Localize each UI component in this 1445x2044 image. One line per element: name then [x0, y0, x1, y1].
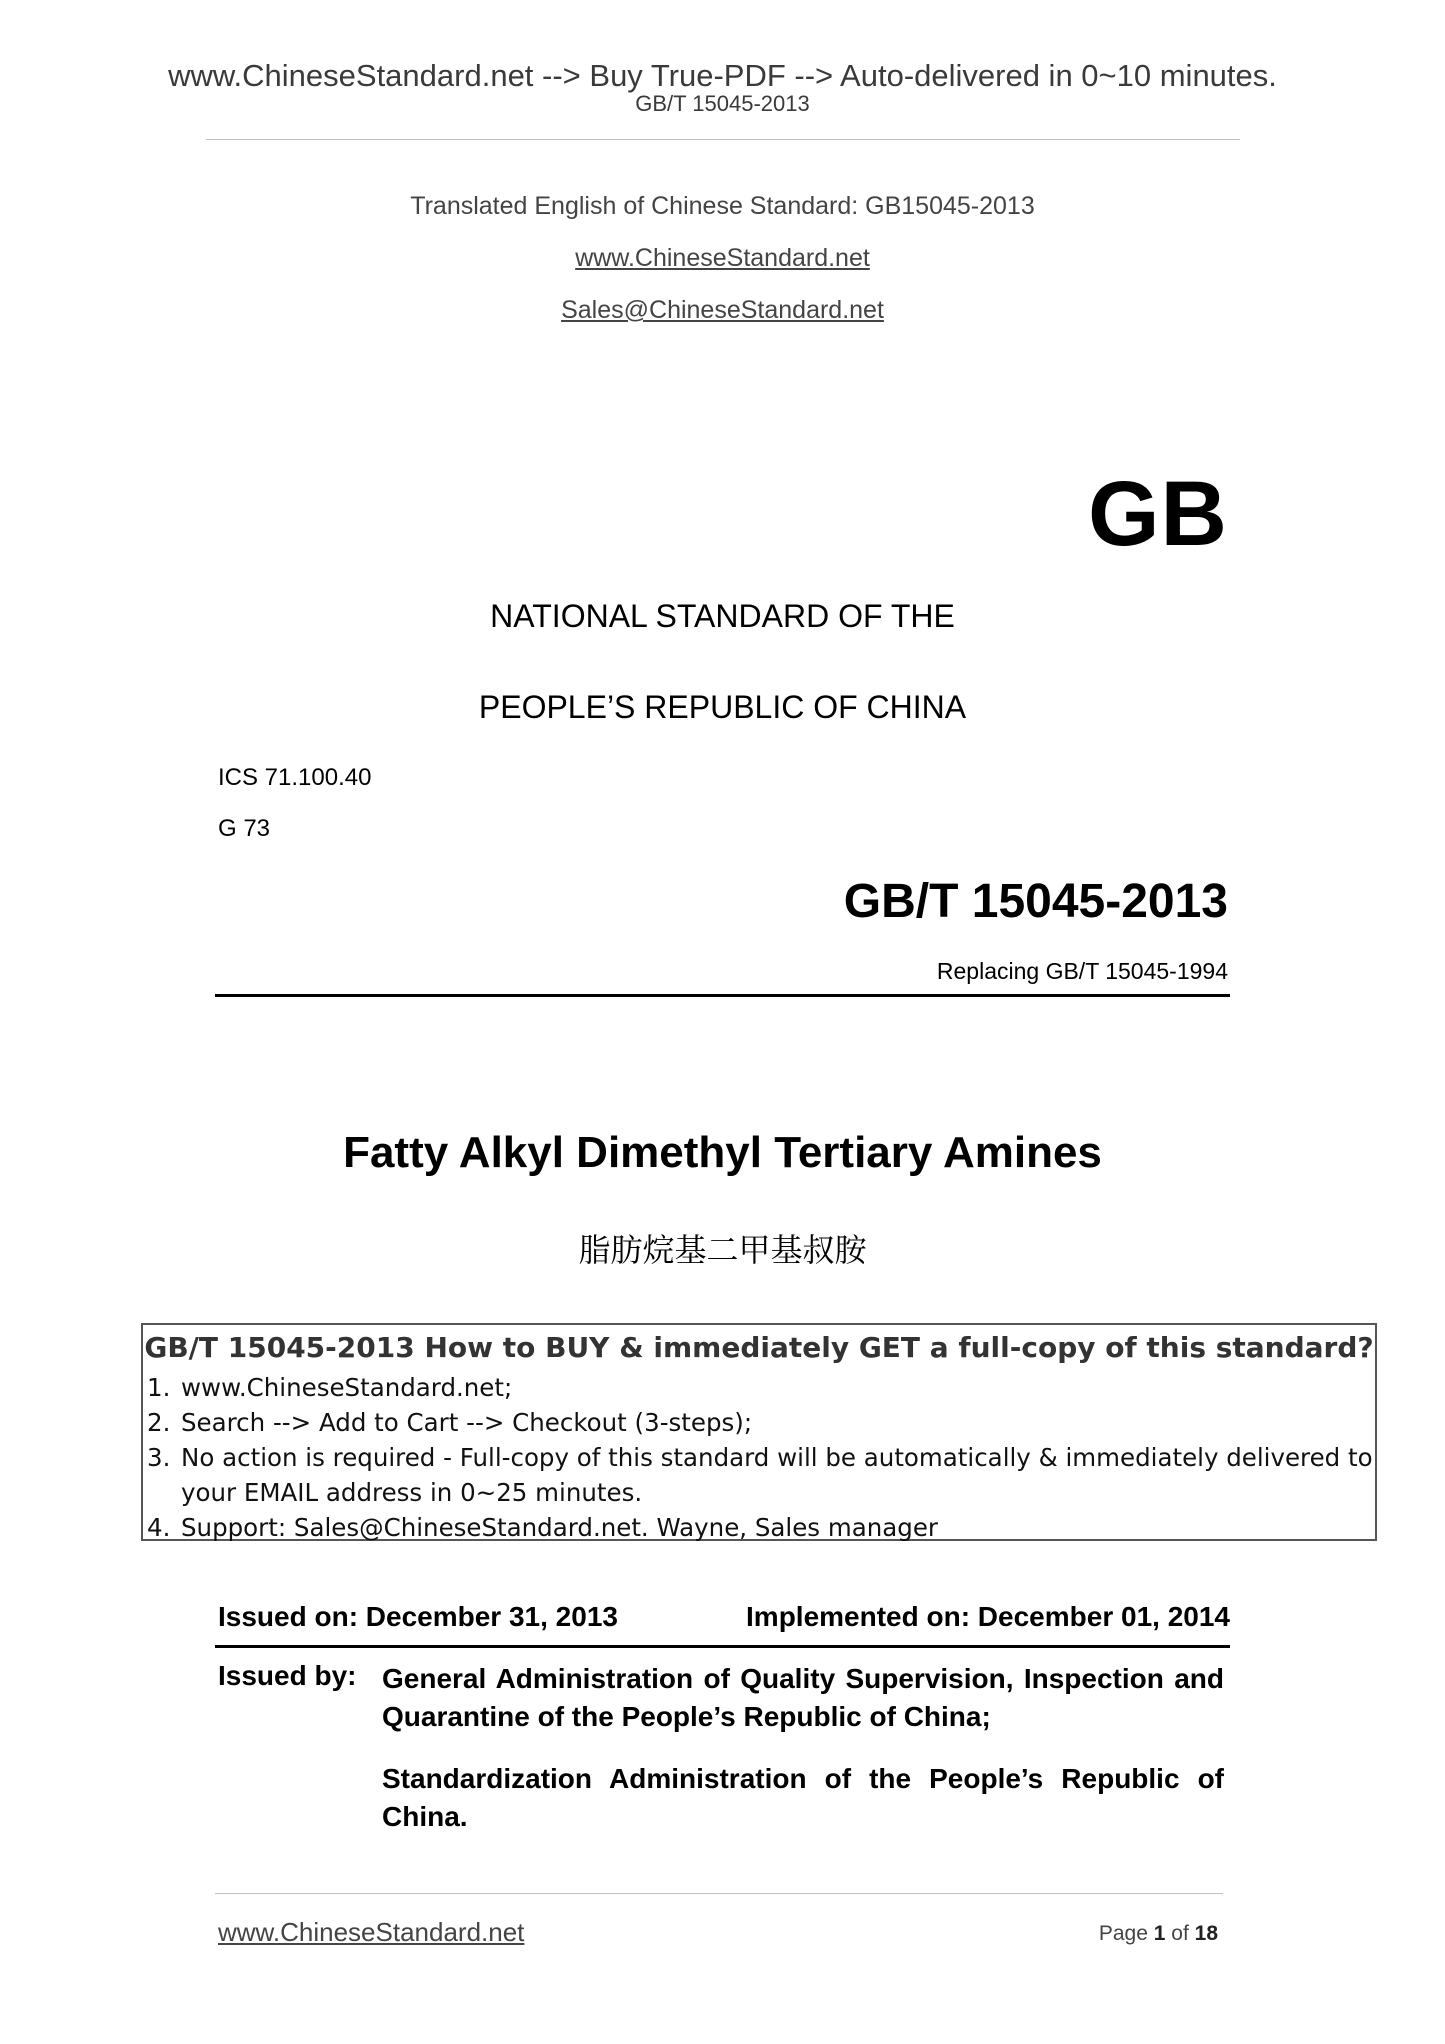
- national-standard-line1: NATIONAL STANDARD OF THE: [490, 598, 955, 634]
- gb-logo: GB: [1088, 463, 1228, 565]
- list-item: [147, 1370, 1373, 1405]
- page-total: 18: [1194, 1922, 1218, 1945]
- document-title: Fatty Alkyl Dimethyl Tertiary Amines: [343, 1128, 1102, 1177]
- issuer-aqsiq: General Administration of Quality Supervision, Inspection and Quarantine of the People’s Republic of China;: [382, 1663, 1224, 1732]
- document-title-chinese: 脂肪烷基二甲基叔胺: [578, 1231, 867, 1269]
- list-item-text: No action is required - Full-copy of this standard will be automatically & immediately delivered to: [181, 1443, 1373, 1472]
- purchase-info-title: GB/T 15045-2013 How to BUY & immediately GET a full-copy of this standard?: [144, 1331, 1374, 1364]
- list-item-text: www.ChineseStandard.net;: [181, 1373, 513, 1402]
- standard-number: GB/T 15045-2013: [843, 875, 1228, 928]
- issue-dates-divider: [215, 1645, 1230, 1648]
- page-number: [1099, 1922, 1218, 1946]
- list-item-text: Search --> Add to Cart --> Checkout (3-steps);: [181, 1408, 753, 1437]
- page-prefix: Page: [1098, 1922, 1154, 1945]
- header-standard-code: GB/T 15045-2013: [635, 91, 810, 116]
- list-item-number: 2.: [147, 1408, 171, 1437]
- translated-notice: Translated English of Chinese Standard: GB15045-2013: [410, 192, 1035, 220]
- implemented-on-date: Implemented on: December 01, 2014: [746, 1601, 1230, 1632]
- purchase-info-box: [141, 1323, 1377, 1541]
- issued-by-label: Issued by:: [218, 1660, 357, 1691]
- page-current: 1: [1153, 1922, 1166, 1945]
- list-item-continuation: [147, 1475, 1373, 1510]
- list-item: [147, 1440, 1373, 1475]
- classification-code: G 73: [218, 815, 271, 842]
- ics-code: ICS 71.100.40: [218, 764, 372, 791]
- list-item: [147, 1510, 1373, 1545]
- list-item-number: 3.: [147, 1443, 171, 1472]
- list-item-text: Support: Sales@ChineseStandard.net. Wayne, Sales manager: [181, 1513, 938, 1542]
- top-banner: www.ChineseStandard.net --> Buy True-PDF --> Auto-delivered in 0~10 minutes.: [168, 58, 1277, 93]
- issuer-sac: Standardization Administration of the People’s Republic of China.: [382, 1763, 1224, 1832]
- cover-divider: [215, 994, 1230, 997]
- footer-divider: [215, 1893, 1223, 1894]
- list-item-number: 4.: [147, 1513, 171, 1542]
- replacing-standard: Replacing GB/T 15045-1994: [936, 958, 1228, 984]
- list-item-number: 1.: [147, 1373, 171, 1402]
- national-standard-line2: PEOPLE’S REPUBLIC OF CHINA: [478, 689, 967, 725]
- footer-site-link[interactable]: www.ChineseStandard.net: [218, 1917, 525, 1947]
- header-divider: [206, 139, 1240, 140]
- list-item: [147, 1405, 1373, 1440]
- page-of: of: [1165, 1922, 1195, 1945]
- site-link[interactable]: www.ChineseStandard.net: [575, 244, 870, 272]
- purchase-steps-list: [147, 1370, 1373, 1545]
- email-link[interactable]: Sales@ChineseStandard.net: [561, 296, 884, 324]
- issued-on-date: Issued on: December 31, 2013: [218, 1601, 618, 1632]
- list-item-text: your EMAIL address in 0~25 minutes.: [181, 1478, 643, 1507]
